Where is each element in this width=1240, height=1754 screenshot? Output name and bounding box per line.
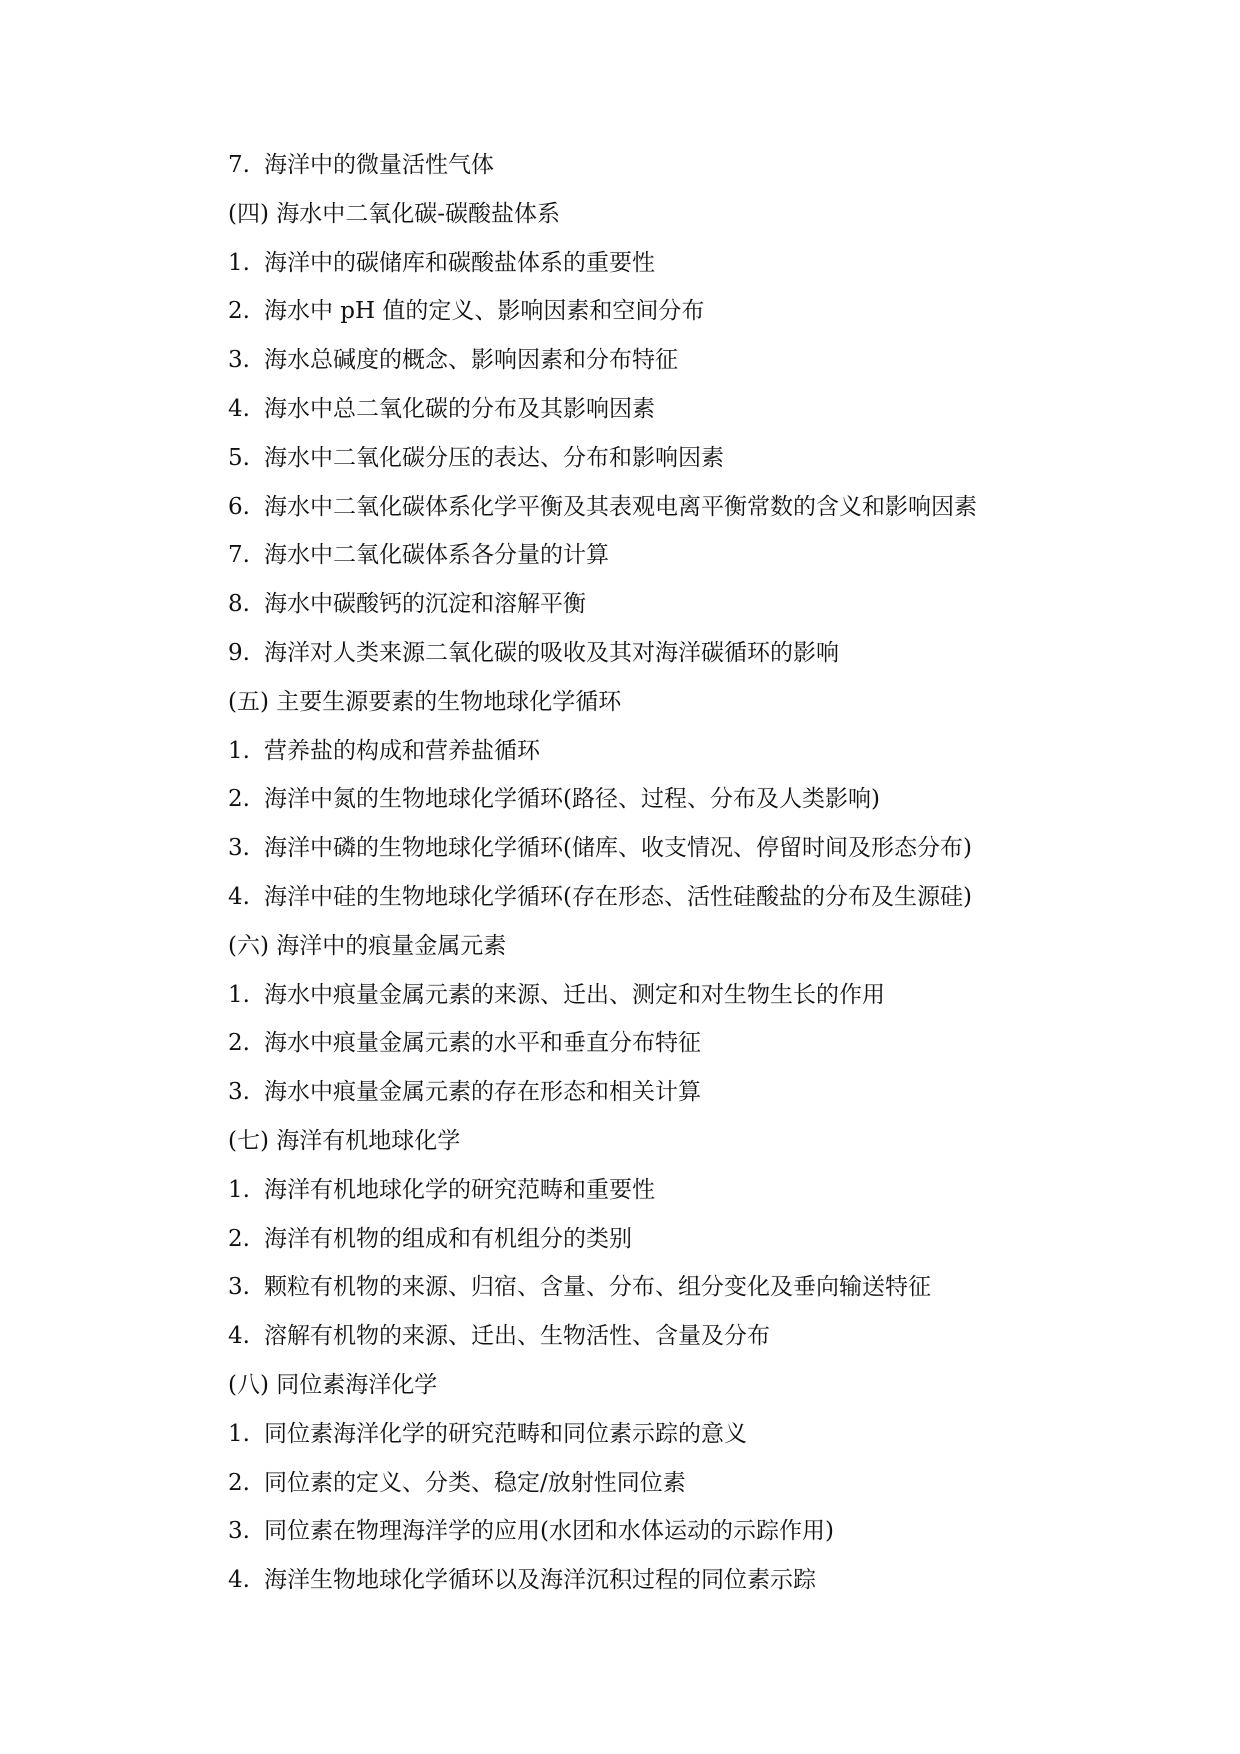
item-text: 同位素在物理海洋学的应用(水团和水体运动的示踪作用) bbox=[264, 1518, 834, 1545]
item-text: 海洋生物地球化学循环以及海洋沉积过程的同位素示踪 bbox=[264, 1567, 816, 1594]
item-number: 7. bbox=[228, 152, 250, 178]
list-item bbox=[228, 978, 1128, 1027]
item-number: 2. bbox=[228, 1225, 250, 1252]
list-item bbox=[228, 343, 1128, 392]
item-number: 4. bbox=[228, 1567, 250, 1594]
list-item bbox=[228, 1466, 1128, 1515]
section-heading bbox=[228, 1124, 1128, 1173]
list-item bbox=[228, 1222, 1128, 1271]
list-item bbox=[228, 538, 1128, 587]
item-number: 3. bbox=[228, 1274, 250, 1301]
item-text: 颗粒有机物的来源、归宿、含量、分布、组分变化及垂向输送特征 bbox=[264, 1274, 931, 1301]
list-item bbox=[228, 246, 1128, 295]
section-title: (四) 海水中二氧化碳-碳酸盐体系 bbox=[228, 200, 561, 227]
item-text: 海洋中的碳储库和碳酸盐体系的重要性 bbox=[264, 249, 655, 276]
list-item bbox=[228, 1563, 1128, 1612]
list-item bbox=[228, 1026, 1128, 1075]
item-number: 1. bbox=[228, 981, 250, 1008]
item-text: 海水中二氧化碳体系各分量的计算 bbox=[264, 542, 609, 569]
section-title: (七) 海洋有机地球化学 bbox=[228, 1127, 461, 1154]
item-text: 海洋有机地球化学的研究范畴和重要性 bbox=[264, 1176, 655, 1203]
list-item bbox=[228, 1270, 1128, 1319]
list-item bbox=[228, 1319, 1128, 1368]
item-number: 1. bbox=[228, 1176, 250, 1203]
item-number: 4. bbox=[228, 1323, 250, 1350]
item-text: 海水中二氧化碳体系化学平衡及其表观电离平衡常数的含义和影响因素 bbox=[264, 493, 977, 520]
item-number: 3. bbox=[228, 347, 250, 374]
list-item bbox=[228, 441, 1128, 490]
list-item bbox=[228, 782, 1128, 831]
item-number: 3. bbox=[228, 1518, 250, 1545]
item-number: 9. bbox=[228, 639, 250, 666]
item-text: 营养盐的构成和营养盐循环 bbox=[264, 737, 540, 764]
section-heading bbox=[228, 197, 1128, 246]
list-item bbox=[228, 1514, 1128, 1563]
item-text: 海洋中磷的生物地球化学循环(储库、收支情况、停留时间及形态分布) bbox=[264, 835, 972, 862]
list-item bbox=[228, 1075, 1128, 1124]
item-text: 海洋中的微量活性气体 bbox=[264, 152, 494, 178]
section-title: (五) 主要生源要素的生物地球化学循环 bbox=[228, 688, 622, 715]
item-number: 3. bbox=[228, 1079, 250, 1106]
item-number: 1. bbox=[228, 737, 250, 764]
list-item bbox=[228, 636, 1128, 685]
item-text: 海水中碳酸钙的沉淀和溶解平衡 bbox=[264, 591, 586, 618]
section-heading bbox=[228, 929, 1128, 978]
item-text: 海洋对人类来源二氧化碳的吸收及其对海洋碳循环的影响 bbox=[264, 639, 839, 666]
item-number: 3. bbox=[228, 835, 250, 862]
item-number: 2. bbox=[228, 1469, 250, 1496]
item-text: 海水中痕量金属元素的来源、迁出、测定和对生物生长的作用 bbox=[264, 981, 885, 1008]
item-text: 海水中 pH 值的定义、影响因素和空间分布 bbox=[264, 298, 705, 325]
item-text: 海水中总二氧化碳的分布及其影响因素 bbox=[264, 395, 655, 422]
item-number: 5. bbox=[228, 444, 250, 471]
item-text: 海洋有机物的组成和有机组分的类别 bbox=[264, 1225, 632, 1252]
item-number: 2. bbox=[228, 786, 250, 813]
item-text: 海水中痕量金属元素的水平和垂直分布特征 bbox=[264, 1030, 701, 1057]
list-item bbox=[228, 294, 1128, 343]
item-number: 2. bbox=[228, 298, 250, 325]
section-title: (六) 海洋中的痕量金属元素 bbox=[228, 932, 507, 959]
list-item bbox=[228, 148, 1128, 197]
item-text: 同位素海洋化学的研究范畴和同位素示踪的意义 bbox=[264, 1420, 747, 1447]
section-title: (八) 同位素海洋化学 bbox=[228, 1371, 438, 1398]
item-text: 海洋中硅的生物地球化学循环(存在形态、活性硅酸盐的分布及生源硅) bbox=[264, 883, 972, 910]
list-item bbox=[228, 392, 1128, 441]
item-text: 海水中痕量金属元素的存在形态和相关计算 bbox=[264, 1079, 701, 1106]
list-item bbox=[228, 1417, 1128, 1466]
list-item bbox=[228, 880, 1128, 929]
item-number: 6. bbox=[228, 493, 250, 520]
section-heading bbox=[228, 685, 1128, 734]
item-text: 同位素的定义、分类、稳定/放射性同位素 bbox=[264, 1469, 686, 1496]
list-item bbox=[228, 490, 1128, 539]
item-number: 7. bbox=[228, 542, 250, 569]
item-number: 1. bbox=[228, 249, 250, 276]
list-item bbox=[228, 587, 1128, 636]
list-item bbox=[228, 831, 1128, 880]
list-item bbox=[228, 1173, 1128, 1222]
item-number: 4. bbox=[228, 395, 250, 422]
item-number: 4. bbox=[228, 883, 250, 910]
list-item bbox=[228, 734, 1128, 783]
item-number: 8. bbox=[228, 591, 250, 618]
item-text: 溶解有机物的来源、迁出、生物活性、含量及分布 bbox=[264, 1323, 770, 1350]
item-text: 海洋中氮的生物地球化学循环(路径、过程、分布及人类影响) bbox=[264, 786, 880, 813]
section-heading bbox=[228, 1368, 1128, 1417]
item-number: 2. bbox=[228, 1030, 250, 1057]
item-text: 海水中二氧化碳分压的表达、分布和影响因素 bbox=[264, 444, 724, 471]
item-number: 1. bbox=[228, 1420, 250, 1447]
outline-list bbox=[228, 148, 1128, 1612]
item-text: 海水总碱度的概念、影响因素和分布特征 bbox=[264, 347, 678, 374]
